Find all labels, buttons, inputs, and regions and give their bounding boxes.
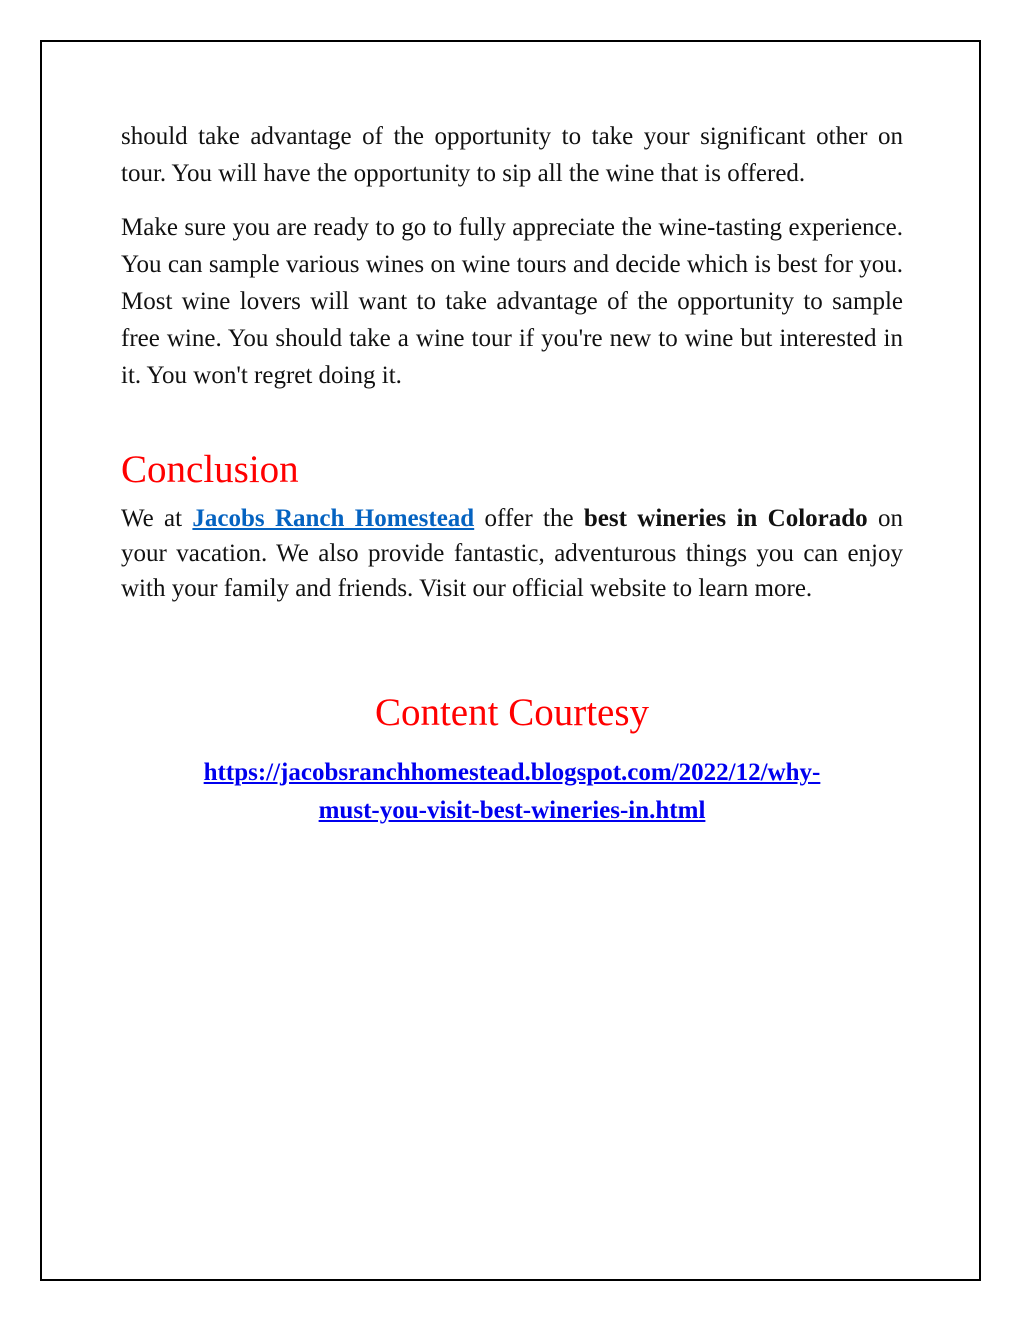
content-courtesy-heading: Content Courtesy xyxy=(374,691,650,734)
conclusion-text-end: on your vacation. We also provide fantastic, adventurous things you can enjoy with your family and friends. Visit our official website to learn more. xyxy=(121,505,904,602)
paragraph-intro: should take advantage of the opportunity to take your significant other on tour. You will have the opportunity to sip all the wine that is offered. xyxy=(121,123,903,187)
conclusion-bold-phrase: best wineries in Colorado xyxy=(583,505,868,532)
conclusion-text-start: We at xyxy=(121,505,193,532)
paragraph-wine-tasting: Make sure you are ready to go to fully appreciate the wine-tasting experience. You can sample various wines on wine tours and decide which is best for you. Most wine lovers will want to take advantage of the opportunity to sample free wine. You should take a wine tour if you're new to wine but interested in it. You won't regret doing it. xyxy=(121,214,903,389)
document-content xyxy=(121,118,903,830)
source-url-line-2: must-you-visit-best-wineries-in.html xyxy=(318,797,706,824)
conclusion-heading: Conclusion xyxy=(121,448,299,491)
conclusion-paragraph xyxy=(121,501,903,606)
source-url-link[interactable] xyxy=(121,754,903,830)
conclusion-text-middle: offer the xyxy=(474,505,584,532)
jacobs-ranch-homestead-link[interactable]: Jacobs Ranch Homestead xyxy=(192,505,475,532)
source-url-line-1: https://jacobsranchhomestead.blogspot.com/2022/12/why- xyxy=(203,759,821,786)
